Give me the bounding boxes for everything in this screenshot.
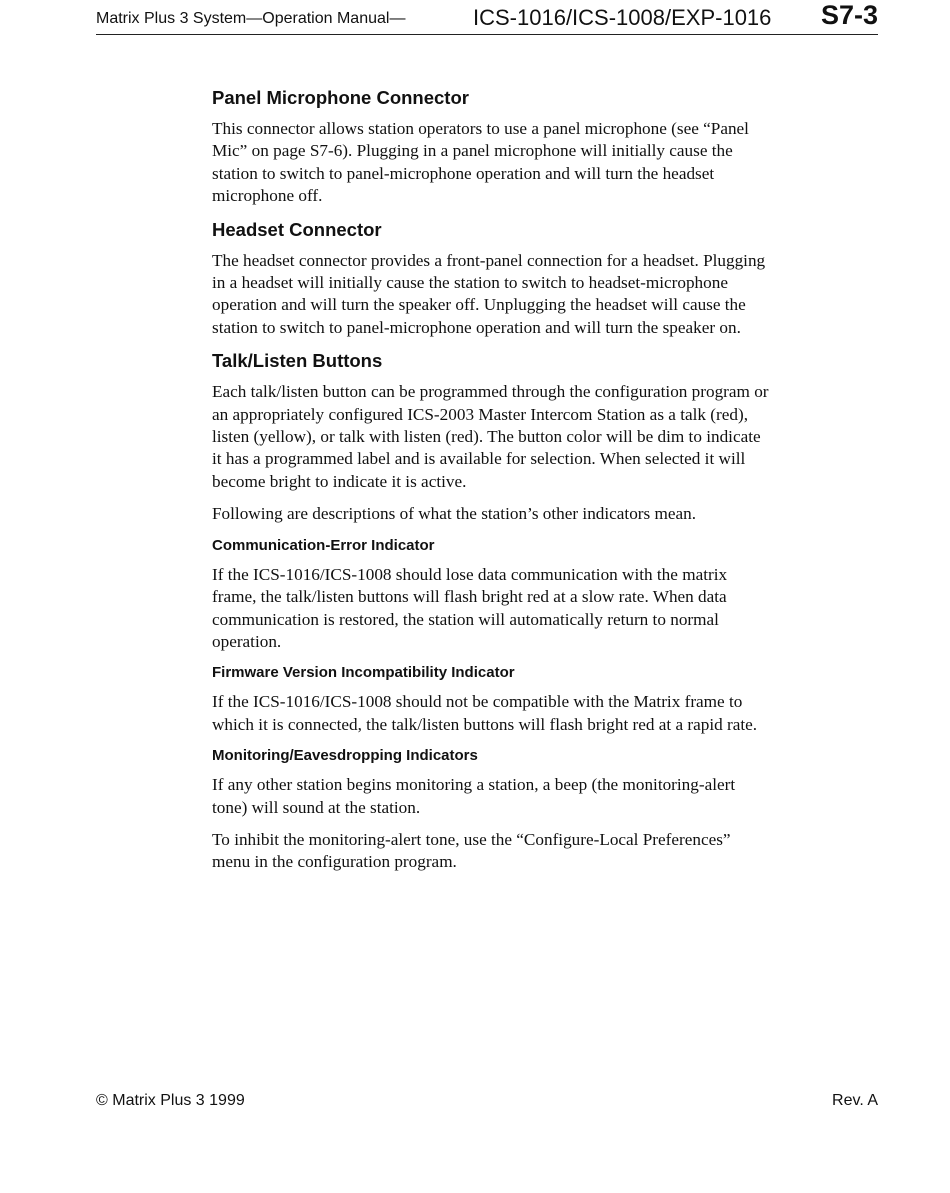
section-paragraph: If the ICS-1016/ICS-1008 should lose data communication with the matrix frame, the talk/listen buttons will flash bright red at a slow rate. When data communication is restored, the station will automatically return to normal operation. xyxy=(212,564,728,651)
page-content xyxy=(212,86,772,884)
section-paragraph: If any other station begins monitoring a station, a beep (the monitoring-alert tone) will sound at the station. xyxy=(212,775,736,817)
section-panel-mic xyxy=(212,86,772,208)
section-heading: Panel Microphone Connector xyxy=(212,87,469,108)
manual-title: Matrix Plus 3 System—Operation Manual— xyxy=(96,10,406,27)
model-title: ICS-1016/ICS-1008/EXP-1016 xyxy=(473,5,772,30)
section-heading: Talk/Listen Buttons xyxy=(212,350,383,372)
section-paragraph: This connector allows station operators to use a panel microphone (see “Panel Mic” on page S7-6). Plugging in a panel microphone will initially cause the station to switch to panel-microphone operation and will turn the headset microphone off. xyxy=(212,119,749,206)
subsection-heading: Firmware Version Incompatibility Indicator xyxy=(212,664,515,682)
section-paragraph: If the ICS-1016/ICS-1008 should not be compatible with the Matrix frame to which it is connected, the talk/listen buttons will flash bright red at a rapid rate. xyxy=(212,692,758,734)
footer-revision: Rev. A xyxy=(832,1092,878,1109)
page-number: S7-3 xyxy=(820,0,878,30)
subsection-heading: Monitoring/Eavesdropping Indicators xyxy=(212,747,478,765)
section-heading: Headset Connector xyxy=(212,218,382,240)
section-paragraph: Following are descriptions of what the station’s other indicators mean. xyxy=(212,504,697,524)
section-comm-error xyxy=(212,536,772,654)
section-paragraph: The headset connector provides a front-panel connection for a headset. Plugging in a headset will initially cause the station to switch to headset-microphone operation and will turn the speaker off. Unplugging the headset will cause the station to switch to panel-microphone operation and will turn the speaker on. xyxy=(212,250,766,337)
section-paragraph: Each talk/listen button can be programmed through the configuration program or an appropriately configured ICS-2003 Master Intercom Station as a talk (red), listen (yellow), or talk with listen (red). The button color will be dim to indicate it has a programmed label and is available for selection. When selected it will become bright to indicate it is active. xyxy=(212,382,769,491)
section-firmware xyxy=(212,663,772,736)
section-monitoring xyxy=(212,746,772,874)
subsection-heading: Communication-Error Indicator xyxy=(212,536,435,554)
section-talk-listen xyxy=(212,349,772,525)
page-header xyxy=(96,0,878,35)
section-paragraph: To inhibit the monitoring-alert tone, use the “Configure-Local Preferences” menu in the configuration program. xyxy=(212,829,731,872)
footer-copyright: © Matrix Plus 3 1999 xyxy=(96,1092,245,1109)
section-headset xyxy=(212,218,772,340)
